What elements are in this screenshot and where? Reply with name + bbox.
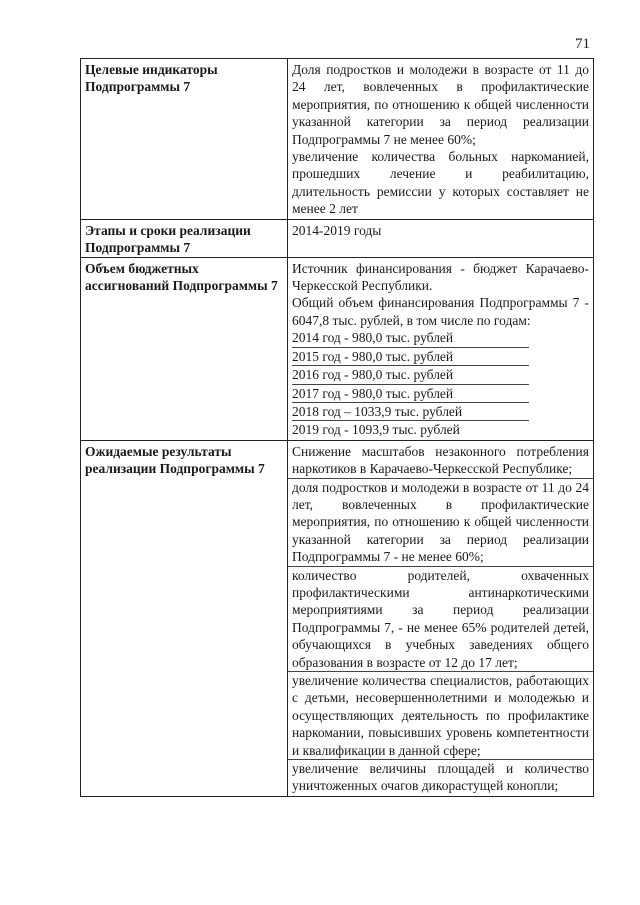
- year-funding-line: 2018 год – 1033,9 тыс. рублей: [292, 403, 529, 421]
- paragraph: Источник финансирования - бюджет Карачаево-Черкесской Республики.: [292, 260, 589, 294]
- year-funding-line: 2015 год - 980,0 тыс. рублей: [292, 348, 529, 366]
- row-value: [288, 440, 594, 796]
- paragraph: увеличение количества специалистов, работающих с детьми, несовершеннолетними и молодежью и осуществляющих деятельность по профилактике наркомании, повысивших уровень компетентности и квалификации в данной сфере;: [288, 671, 593, 759]
- subprogram-passport-table: [80, 58, 594, 797]
- year-funding-line: 2017 год - 980,0 тыс. рублей: [292, 385, 529, 403]
- paragraph: увеличение величины площадей и количество уничтоженных очагов дикорастущей конопли;: [288, 759, 593, 795]
- year-funding-line: 2014 год - 980,0 тыс. рублей: [292, 329, 529, 347]
- paragraph: Снижение масштабов незаконного потребления наркотиков в Карачаево-Черкесской Республике;: [292, 443, 589, 477]
- table-row-target-indicators: [81, 59, 594, 220]
- paragraph: Общий объем финансирования Подпрограммы 7 - 6047,8 тыс. рублей, в том числе по годам:: [292, 295, 589, 328]
- table-row-expected-results: [81, 440, 594, 796]
- year-funding-line: 2016 год - 980,0 тыс. рублей: [292, 366, 529, 384]
- row-value: [288, 219, 594, 257]
- row-value: [288, 257, 594, 440]
- row-value: [288, 59, 594, 220]
- table-row-stages-and-terms: [81, 219, 594, 257]
- paragraph: увеличение количества больных наркоманией, прошедших лечение и реабилитацию, длительность ремиссии у которых составляет не менее 2 лет: [292, 149, 589, 217]
- paragraph: 2014-2019 годы: [292, 222, 382, 238]
- paragraph: количество родителей, охваченных профилактическими антинаркотическими мероприятиями за период реализации Подпрограммы 7, - не менее 65% родителей детей, обучающихся в учебных заведениях общего образования в возрасте от 12 до 17 лет;: [288, 566, 593, 671]
- row-label: Объем бюджетных ассигнований Подпрограммы 7: [81, 257, 288, 440]
- table-row-budget-allocations: [81, 257, 594, 440]
- row-label: Ожидаемые результаты реализации Подпрограммы 7: [81, 440, 288, 796]
- paragraph: доля подростков и молодежи в возрасте от 11 до 24 лет, вовлеченных в профилактические мероприятия, по отношению к общей численности указанной категории за период реализации Подпрограммы 7 - не менее 60%;: [288, 478, 593, 566]
- row-label: Целевые индикаторы Подпрограммы 7: [81, 59, 288, 220]
- page-number: 71: [575, 36, 590, 52]
- paragraph: Доля подростков и молодежи в возрасте от 11 до 24 лет, вовлеченных в профилактические мероприятия, по отношению к общей численности указанной категории за период реализации Подпрограммы 7 не менее 60%;: [292, 62, 589, 147]
- year-funding-line: 2019 год - 1093,9 тыс. рублей: [292, 422, 460, 438]
- row-label: Этапы и сроки реализации Подпрограммы 7: [81, 219, 288, 257]
